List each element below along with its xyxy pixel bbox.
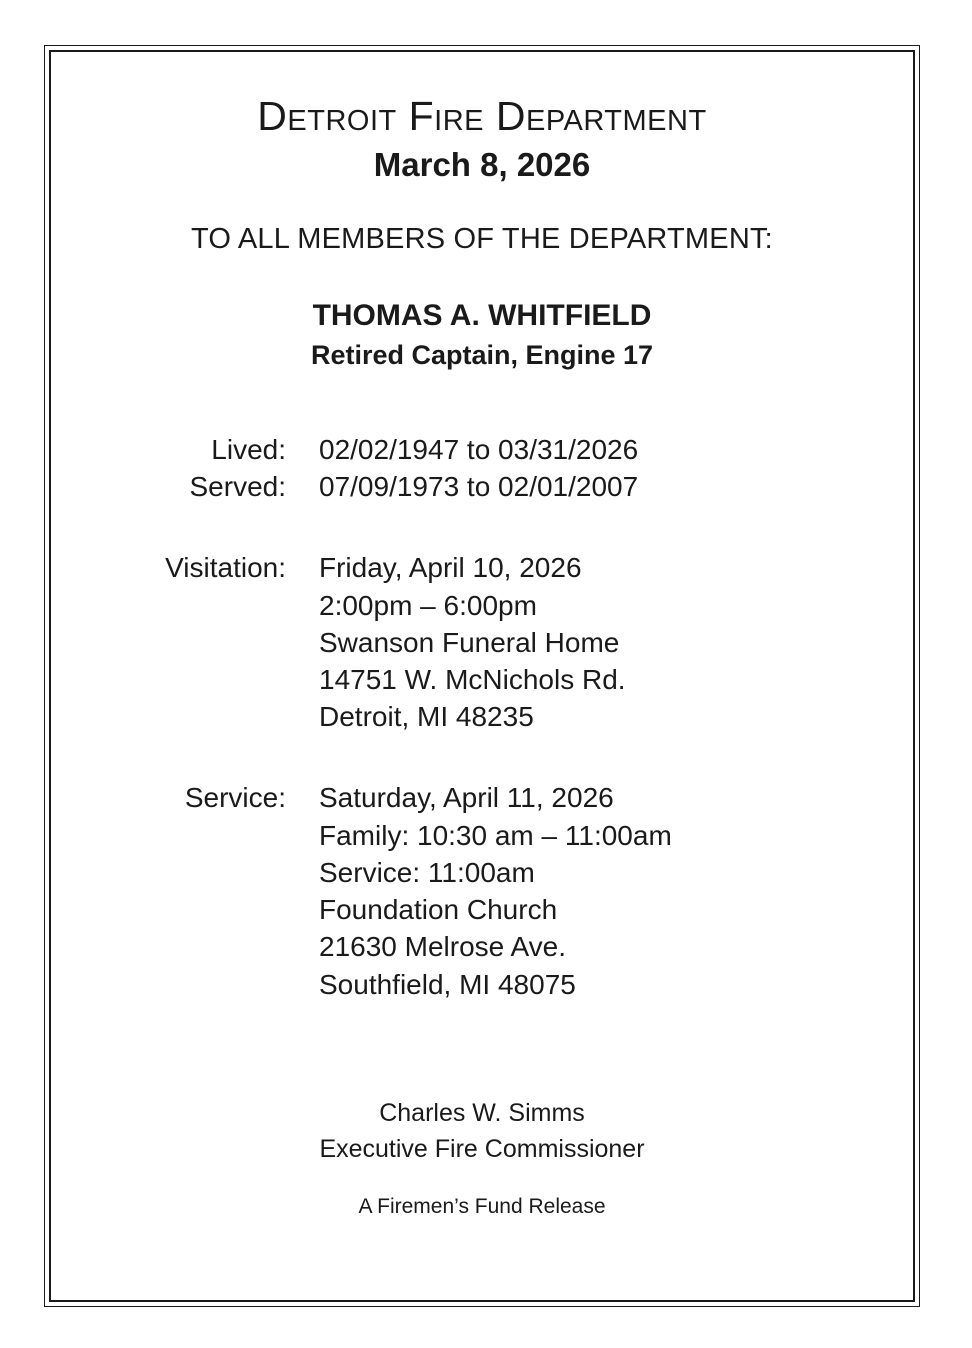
service-block xyxy=(67,779,897,1002)
visitation-label: Visitation: xyxy=(165,552,286,584)
visitation-row xyxy=(67,661,897,698)
dates-block xyxy=(67,431,897,505)
service-row xyxy=(67,966,897,1003)
service-label: Service: xyxy=(184,782,286,814)
visitation-row xyxy=(67,624,897,661)
member-rank: Retired Captain, Engine 17 xyxy=(310,339,654,370)
served-value: 07/09/1973 to 02/01/2007 xyxy=(319,471,639,503)
visitation-row xyxy=(67,587,897,624)
service-line: Foundation Church xyxy=(319,894,558,926)
notice-content xyxy=(45,46,919,1306)
service-row xyxy=(67,854,897,891)
visitation-row xyxy=(67,698,897,735)
signer-name: Charles W. Simms xyxy=(379,1098,585,1127)
service-row xyxy=(67,817,897,854)
release-note: A Firemen’s Fund Release xyxy=(358,1195,606,1219)
service-line: 21630 Melrose Ave. xyxy=(319,931,566,963)
member-name: THOMAS A. WHITFIELD xyxy=(312,298,652,332)
service-line: Family: 10:30 am – 11:00am xyxy=(319,819,672,851)
lived-value: 02/02/1947 to 03/31/2026 xyxy=(319,433,639,465)
visitation-row xyxy=(67,549,897,586)
visitation-block xyxy=(67,549,897,735)
visitation-line: 14751 W. McNichols Rd. xyxy=(319,664,626,696)
service-line: Saturday, April 11, 2026 xyxy=(319,782,614,814)
service-row xyxy=(67,891,897,928)
salutation: TO ALL MEMBERS OF THE DEPARTMENT: xyxy=(191,222,773,255)
visitation-line: Swanson Funeral Home xyxy=(319,626,620,658)
served-label: Served: xyxy=(189,471,286,503)
service-row xyxy=(67,928,897,965)
lived-row xyxy=(67,431,897,468)
visitation-line: 2:00pm – 6:00pm xyxy=(319,589,537,621)
department-title: Detroit Fire Department xyxy=(257,93,707,139)
signer-title: Executive Fire Commissioner xyxy=(319,1135,645,1164)
service-row xyxy=(67,779,897,816)
visitation-line: Detroit, MI 48235 xyxy=(319,701,534,733)
document-border-outer xyxy=(44,45,920,1307)
service-line: Service: 11:00am xyxy=(319,856,535,888)
notice-date: March 8, 2026 xyxy=(373,146,591,184)
signature-block xyxy=(67,1095,897,1168)
served-row xyxy=(67,468,897,505)
lived-label: Lived: xyxy=(211,433,286,465)
service-line: Southfield, MI 48075 xyxy=(319,968,576,1000)
visitation-line: Friday, April 10, 2026 xyxy=(319,552,582,584)
